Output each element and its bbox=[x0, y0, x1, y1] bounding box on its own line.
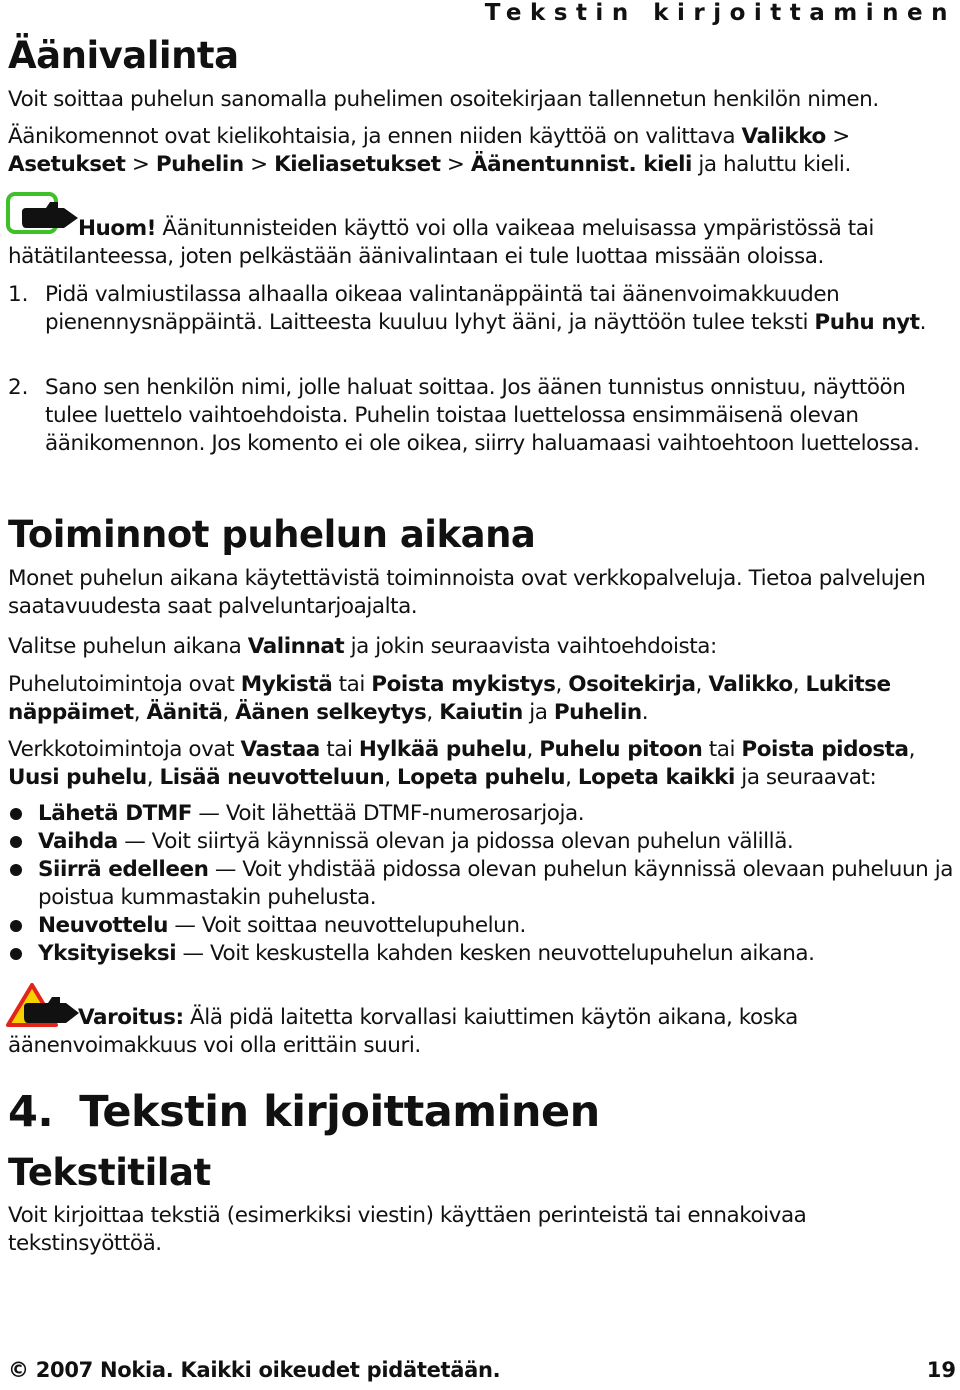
step-text: Pidä valmiustilassa alhaalla oikeaa valintanäppäintä tai äänenvoimakkuuden pienennysnäppäintä. Laitteesta kuuluu lyhyt ääni, ja näyttöön tulee teksti Puhu nyt. bbox=[45, 282, 926, 335]
section-heading-aanivalinta: Äänivalinta bbox=[8, 34, 239, 77]
paragraph-puhelutoimintoja: Puhelutoimintoja ovat Mykistä tai Poista mykistys, Osoitekirja, Valikko, Lukitse näppäimet, Äänitä, Äänen selkeytys, Kaiutin ja Puhelin. bbox=[8, 672, 891, 725]
paragraph-aanivalinta-intro: Voit soittaa puhelun sanomalla puhelimen osoitekirjaan tallennetun henkilön nimen. bbox=[8, 87, 879, 112]
footer-copyright: © 2007 Nokia. Kaikki oikeudet pidätetään. bbox=[8, 1358, 501, 1382]
note-label: Huom! bbox=[78, 216, 157, 241]
list-item: Yksityiseksi — Voit keskustella kahden kesken neuvottelupuhelun aikana. bbox=[38, 941, 815, 966]
section-heading-toiminnot: Toiminnot puhelun aikana bbox=[8, 513, 536, 556]
section-heading-tekstitilat: Tekstitilat bbox=[8, 1151, 211, 1194]
running-header: Tekstin kirjoittaminen bbox=[484, 0, 956, 26]
note-paragraph: Huom! Äänitunnisteiden käyttö voi olla vaikeaa meluisassa ympäristössä tai hätätilanteessa, joten pelkästään äänivalintaan ei tule luottaa missään oloissa. bbox=[8, 216, 874, 269]
paragraph-valitse: Valitse puhelun aikana Valinnat ja jokin seuraavista vaihtoehdoista: bbox=[8, 634, 717, 659]
bullet-dot bbox=[10, 948, 22, 960]
chapter-title: Tekstin kirjoittaminen bbox=[79, 1087, 600, 1137]
list-item: Lähetä DTMF — Voit lähettää DTMF-numerosarjoja. bbox=[38, 801, 585, 826]
chapter-number: 4. bbox=[8, 1087, 54, 1137]
bullet-dot bbox=[10, 808, 22, 820]
paragraph-verkkotoimintoja: Verkkotoimintoja ovat Vastaa tai Hylkää puhelu, Puhelu pitoon tai Poista pidosta, Uusi puhelu, Lisää neuvotteluun, Lopeta puhelu, Lopeta kaikki ja seuraavat: bbox=[8, 737, 915, 790]
page-number: 19 bbox=[926, 1358, 956, 1382]
chapter-heading bbox=[8, 1087, 600, 1137]
paragraph-tekstitilat: Voit kirjoittaa tekstiä (esimerkiksi viestin) käyttäen perinteistä tai ennakoivaa tekstinsyöttöä. bbox=[8, 1203, 807, 1256]
paragraph-aanikomennot: Äänikomennot ovat kielikohtaisia, ja ennen niiden käyttöä on valittava Valikko > Asetukset > Puhelin > Kieliasetukset > Äänentunnist. kieli ja haluttu kieli. bbox=[8, 124, 851, 177]
step-number: 2. bbox=[8, 375, 29, 400]
warning-paragraph: Varoitus: Älä pidä laitetta korvallasi kaiuttimen käytön aikana, koska äänenvoimakkuus voi olla erittäin suuri. bbox=[8, 1005, 798, 1058]
warning-label: Varoitus: bbox=[78, 1005, 184, 1030]
step-number: 1. bbox=[8, 282, 29, 307]
paragraph-verkkopalveluja: Monet puhelun aikana käytettävistä toiminnoista ovat verkkopalveluja. Tietoa palvelujen saatavuudesta saat palveluntarjoajalta. bbox=[8, 566, 926, 619]
list-item: Vaihda — Voit siirtyä käynnissä olevan ja pidossa olevan puhelun välillä. bbox=[38, 829, 794, 854]
bullet-dot bbox=[10, 864, 22, 876]
list-item: Siirrä edelleen — Voit yhdistää pidossa olevan puhelun käynnissä olevaan puheluun ja poistua kummastakin puhelusta. bbox=[38, 857, 953, 910]
step-text: Sano sen henkilön nimi, jolle haluat soittaa. Jos äänen tunnistus onnistuu, näyttöön tulee luettelo vaihtoehdoista. Puhelin toistaa luettelossa ensimmäisenä olevan äänikomennon. Jos komento ei ole oikea, siirry haluamaasi vaihtoehtoon luettelossa. bbox=[45, 375, 920, 456]
bullet-dot bbox=[10, 836, 22, 848]
bullet-dot bbox=[10, 920, 22, 932]
list-item: Neuvottelu — Voit soittaa neuvottelupuhelun. bbox=[38, 913, 526, 938]
